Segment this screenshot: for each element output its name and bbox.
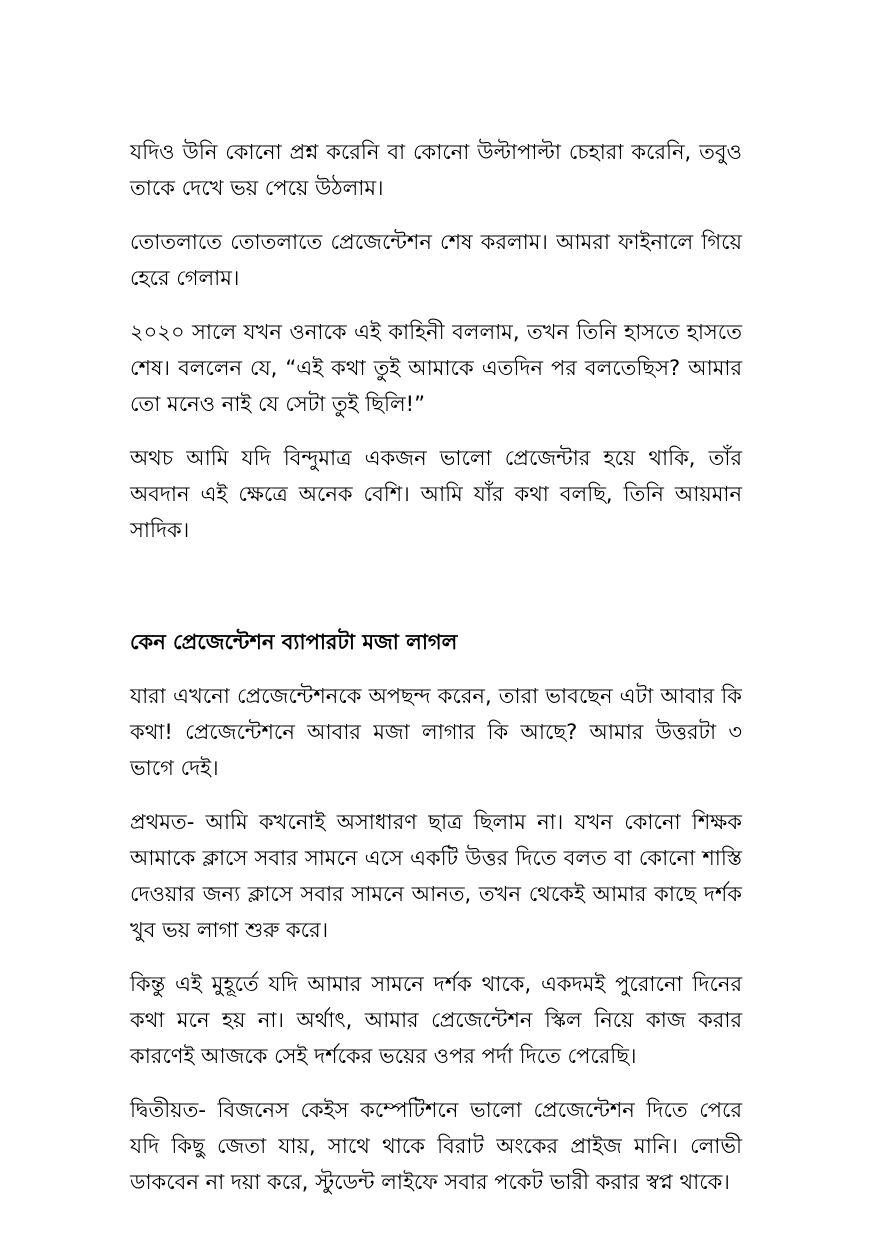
section-heading: কেন প্রেজেন্টেশন ব্যাপারটা মজা লাগল	[130, 630, 458, 654]
document-page	[130, 134, 742, 1218]
paragraph-2020-story: ২০২০ সালে যখন ওনাকে এই কাহিনী বললাম, তখন তিনি হাসতে হাসতে শেষ। বললেন যে, “এই কথা তুই আমাকে এতদিন পর বলতেছিস? আমার তো মনেও নাই যে সেটা তুই ছিলি!”	[130, 320, 742, 416]
paragraph-presentation-end: তোতলাতে তোতলাতে প্রেজেন্টেশন শেষ করলাম। আমরা ফাইনালে গিয়ে হেরে গেলাম।	[130, 230, 742, 290]
paragraph-audience-fear: কিন্তু এই মুহূর্তে যদি আমার সামনে দর্শক থাকে, একদমই পুরোনো দিনের কথা মনে হয় না। অর্থাৎ, আমার প্রেজেন্টেশন স্কিল নিয়ে কাজ করার কারণেই আজকে সেই দর্শকের ভয়ের ওপর পর্দা দিতে পেরেছি।	[130, 972, 742, 1068]
paragraph-fear: যদিও উনি কোনো প্রশ্ন করেনি বা কোনো উল্টাপাল্টা চেহারা করেনি, তবুও তাকে দেখে ভয় পেয়ে উঠলাম।	[130, 140, 742, 200]
paragraph-first-reason: প্রথমত- আমি কখনোই অসাধারণ ছাত্র ছিলাম না। যখন কোনো শিক্ষক আমাকে ক্লাসে সবার সামনে এসে একটি উত্তর দিতে বলত বা কোনো শাস্তি দেওয়ার জন্য ক্লাসে সবার সামনে আনত, তখন থেকেই আমার কাছে দর্শক খুব ভয় লাগা শুরু করে।	[130, 810, 742, 942]
paragraph-second-reason: দ্বিতীয়ত- বিজনেস কেইস কম্পেটিশনে ভালো প্রেজেন্টেশন দিতে পেরে যদি কিছু জেতা যায়, সাথে থাকে বিরাট অংকের প্রাইজ মানি। লোভী ডাকবেন না দয়া করে, স্টুডেন্ট লাইফে সবার পকেট ভারী করার স্বপ্ন থাকে।	[130, 1098, 742, 1194]
paragraph-contribution: অথচ আমি যদি বিন্দুমাত্র একজন ভালো প্রেজেন্টার হয়ে থাকি, তাঁর অবদান এই ক্ষেত্রে অনেক বেশি। আমি যাঁর কথা বলছি, তিনি আয়মান সাদিক।	[130, 446, 742, 542]
paragraph-intro-answer: যারা এখনো প্রেজেন্টেশনকে অপছন্দ করেন, তারা ভাবছেন এটা আবার কি কথা! প্রেজেন্টেশনে আবার মজা লাগার কি আছে? আমার উত্তরটা ৩ ভাগে দেই।	[130, 684, 742, 780]
